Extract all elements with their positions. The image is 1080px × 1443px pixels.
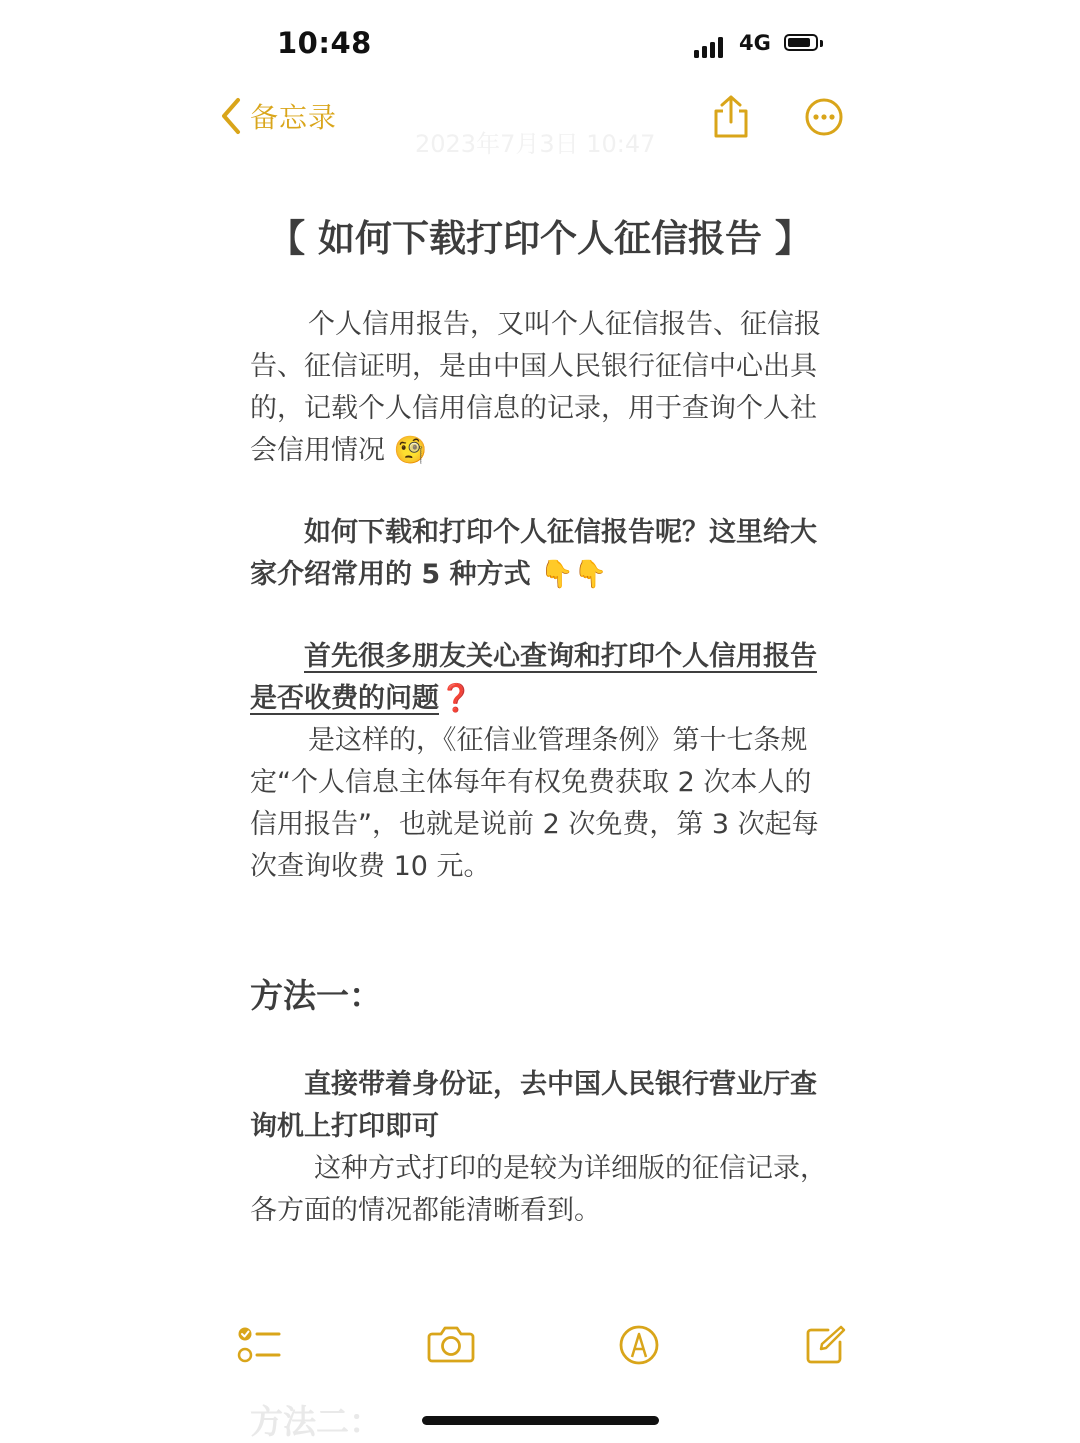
- question-mark-icon: ❓: [439, 683, 473, 714]
- status-indicators: [694, 30, 834, 58]
- note-date: 2023年7月3日 10:47: [415, 130, 656, 158]
- intro-paragraph: 个人信用报告，又叫个人征信报告、征信报告、征信证明，是由中国人民银行征信中心出具的，记载个人信用信息的记录，用于查询个人社会信用情况 🧐: [250, 309, 821, 466]
- method2-heading: 方法二：: [250, 1402, 382, 1441]
- status-time: 10:48: [277, 26, 372, 60]
- method1-bold: 直接带着身份证，去中国人民银行营业厅查询机上打印即可: [250, 1069, 817, 1142]
- chevron-left-icon: [218, 96, 246, 136]
- back-label: 备忘录: [250, 101, 338, 134]
- fee-answer-paragraph: 是这样的，《征信业管理条例》第十七条规定“个人信息主体每年有权免费获取 2 次本人的信用报告”，也就是说前 2 次免费，第 3 次起每次查询收费 10 元。: [250, 725, 819, 882]
- ellipsis-circle-icon: [804, 97, 844, 137]
- camera-button[interactable]: [427, 1324, 475, 1368]
- network-type: 4G: [739, 31, 771, 55]
- share-button[interactable]: [710, 94, 752, 144]
- method1-heading: 方法一：: [250, 976, 382, 1015]
- fee-question-text: 首先很多朋友关心查询和打印个人信用报告是否收费的问题: [250, 641, 817, 714]
- compose-button[interactable]: [804, 1324, 846, 1370]
- camera-icon: [427, 1324, 475, 1364]
- markup-icon: [618, 1324, 660, 1366]
- ways-intro-paragraph: 如何下载和打印个人征信报告呢？这里给大家介绍常用的 5 种方式 👇👇: [250, 517, 817, 590]
- compose-icon: [804, 1324, 846, 1366]
- fee-question: [250, 636, 830, 720]
- home-indicator: [422, 1416, 659, 1425]
- checklist-icon: [236, 1324, 282, 1364]
- battery-icon: [784, 34, 818, 51]
- note-title: 【 如何下载打印个人征信报告 】: [268, 217, 812, 260]
- checklist-button[interactable]: [236, 1324, 282, 1368]
- back-button[interactable]: [218, 96, 337, 136]
- markup-button[interactable]: [618, 1324, 660, 1370]
- method1-desc: 这种方式打印的是较为详细版的征信记录，各方面的情况都能清晰看到。: [250, 1153, 827, 1226]
- share-icon: [710, 94, 752, 140]
- more-button[interactable]: [804, 97, 844, 141]
